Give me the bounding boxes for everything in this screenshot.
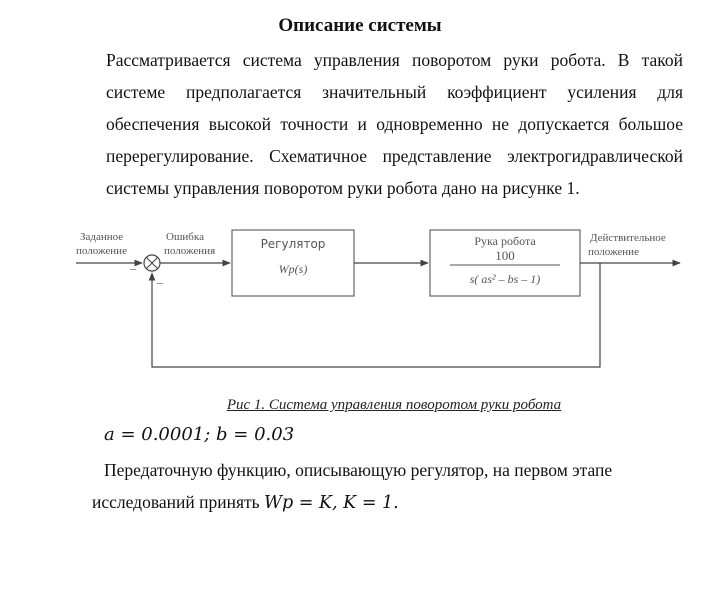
minus-sign-left: – (130, 261, 136, 275)
controller-line-2 (92, 486, 683, 519)
controller-formula: Wp = K, K = 1. (264, 493, 399, 513)
controller-tf: Wp(s) (278, 262, 308, 276)
intro-line-5: системы управления поворотом руки робота дано на рисунке 1. (106, 178, 580, 198)
intro-line-2: системе предполагается значительный коэффициент усиления для (106, 82, 683, 102)
block-diagram (0, 215, 720, 395)
intro-line-3: обеспечения высокой точности и одновременно не допускается большое (106, 114, 683, 134)
output-label-line-2: положение (588, 246, 639, 258)
summing-junction (144, 255, 160, 271)
controller-title: Регулятор (260, 237, 326, 251)
intro-paragraph (98, 44, 683, 204)
page-title: Описание системы (278, 15, 442, 36)
output-label-line-1: Действительное (590, 232, 666, 244)
figure-caption: Рис 1. Система управления поворотом руки робота (226, 397, 562, 413)
plant-title: Рука робота (474, 234, 536, 248)
intro-line-1: Рассматривается система управления поворотом руки робота. В такой (106, 50, 683, 70)
controller-line-1: Передаточную функцию, описывающую регулятор, на первом этапе (104, 460, 613, 480)
error-label-line-2: положения (164, 245, 216, 257)
input-label-line-1: Заданное (80, 231, 124, 243)
plant-numerator: 100 (495, 248, 515, 263)
intro-line-4: перерегулирование. Схематичное представление электрогидравлической (106, 146, 683, 166)
controller-paragraph (92, 454, 683, 519)
minus-sign-bottom: – (157, 275, 163, 289)
plant-denominator: s( as² – bs – 1) (469, 272, 541, 286)
parameter-values: a = 0.0001; b = 0.03 (104, 424, 295, 445)
controller-line-2-text: исследований принять (92, 492, 260, 512)
input-label-line-2: положение (76, 245, 127, 257)
error-label-line-1: Ошибка (166, 231, 204, 243)
